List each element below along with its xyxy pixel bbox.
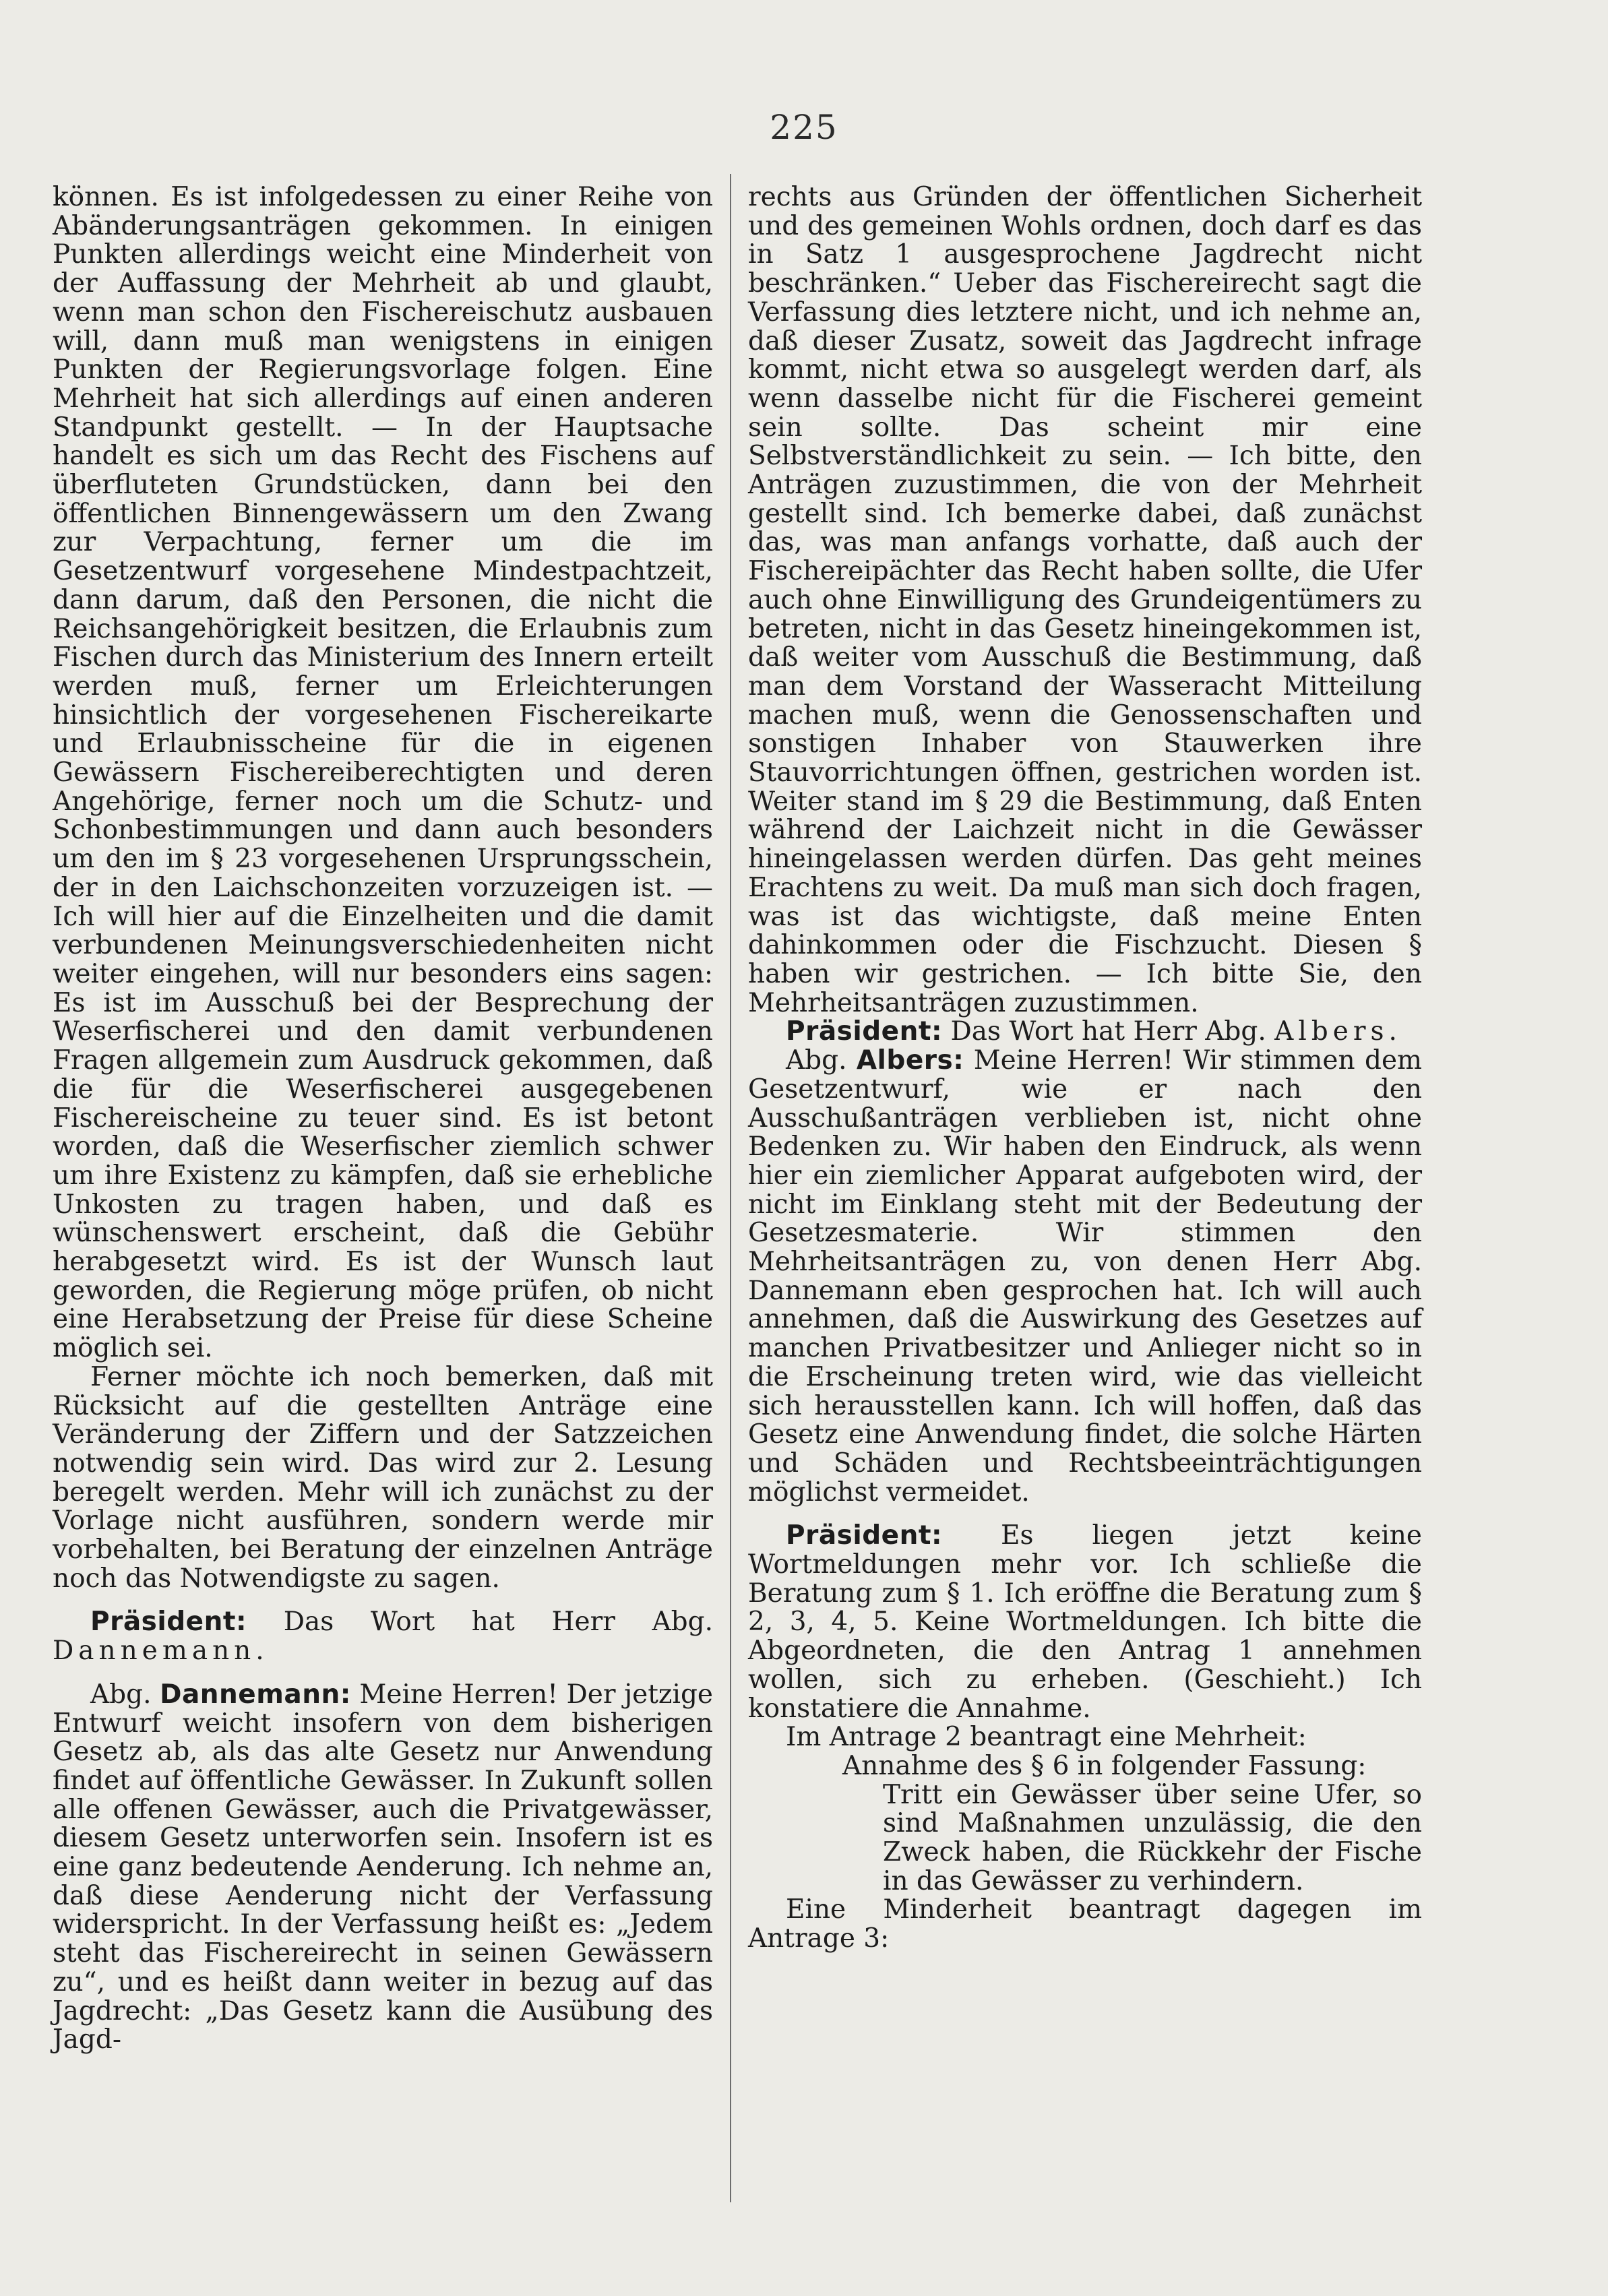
speaker-label: Dannemann: (160, 1679, 351, 1710)
paragraph: Ferner möchte ich noch bemerken, daß mit Rücksicht auf die gestellten Anträge eine Veränderung der Ziffern und der Satzzeichen notwendig sein wird. Das wird zur 2. Lesung beregelt werden. Mehr will ich zunächst zu der Vorlage nicht ausführen, sondern werde mir vorbehalten, bei Beratung der einzelnen Anträge noch das Notwendigste zu sagen. (53, 1361, 713, 1594)
speaker-text: Es liegen jetzt keine Wortmeldungen mehr vor. Ich schließe die Beratung zum § 1. Ich eröffne die Beratung zum § 2, 3, 4, 5. Keine Wortmeldungen. Ich bitte die Abgeordneten, die den Antrag 1 annehmen wollen, sich zu erheben. (Geschieht.) Ich konstatiere die Annahme. (748, 1520, 1422, 1724)
speech-prefix: Abg. (90, 1679, 160, 1710)
motion-text: Tritt ein Gewässer über seine Ufer, so sind Maßnahmen unzulässig, die den Zweck haben, die Rückkehr der Fische in das Gewässer zu verhindern. (883, 1779, 1422, 1896)
motion-heading: Annahme des § 6 in folgender Fassung: (842, 1750, 1367, 1781)
speaker-label: Präsident: (786, 1520, 943, 1551)
speaker-name: Albers. (1274, 1016, 1402, 1047)
speaker-paragraph (748, 1522, 1422, 1723)
speech-paragraph (748, 1047, 1422, 1507)
paragraph: können. Es ist infolgedessen zu einer Reihe von Abänderungsanträgen gekommen. In einigen Punkten allerdings weicht eine Minderheit von der Auffassung der Mehrheit ab und glaubt, wenn man schon den Fischereischutz ausbauen will, dann muß man wenigstens in einigen Punkten der Regierungsvorlage folgen. Eine Mehrheit hat sich allerdings auf einen anderen Standpunkt gestellt. — In der Hauptsache handelt es sich um das Recht des Fischens auf überfluteten Grundstücken, dann bei den öffentlichen Binnengewässern um den Zwang zur Verpachtung, ferner um die im Gesetzentwurf vorgesehene Mindestpachtzeit, dann darum, daß den Personen, die nicht die Reichsangehörigkeit besitzen, die Erlaubnis zum Fischen durch das Ministerium des Innern erteilt werden muß, ferner um Erleichterungen hinsichtlich der vorgesehenen Fischereikarte und Erlaubnisscheine für die in eigenen Gewässern Fischereiberechtigten und deren Angehörige, ferner noch um die Schutz- und Schonbestimmungen und dann auch besonders um den im § 23 vorgesehenen Ursprungsschein, der in den Laichschonzeiten vorzuzeigen ist. — Ich will hier auf die Einzelheiten und die damit verbundenen Meinungsverschiedenheiten nicht weiter eingehen, will nur besonders eins sagen: Es ist im Ausschuß bei der Besprechung der Weserfischerei und den damit verbundenen Fragen allgemein zum Ausdruck gekommen, daß die für die Weserfischerei ausgegebenen Fischereischeine zu teuer sind. Es ist betont worden, daß die Weserfischer ziemlich schwer um ihre Existenz zu kämpfen, daß sie erhebliche Unkosten zu tragen haben, und daß es wünschenswert erscheint, daß die Gebühr herabgesetzt wird. Es ist der Wunsch laut geworden, die Regierung möge prüfen, ob nicht eine Herabsetzung der Preise für diese Scheine möglich sei. (53, 182, 713, 1364)
speaker-name: Dannemann. (53, 1636, 269, 1667)
speech-text: Meine Herren! Der jetzige Entwurf weicht insofern von dem bisherigen Gesetz ab, als das alte Gesetz nur Anwendung findet auf öffentliche Gewässer. In Zukunft sollen alle offenen Gewässer, auch die Privatgewässer, diesem Gesetz unterworfen sein. Insofern ist es eine ganz bedeutende Aenderung. Ich nehme an, daß diese Aenderung nicht der Verfassung widerspricht. In der Verfassung heißt es: „Jedem steht das Fischereirecht in seinen Gewässern zu“, und es heißt dann weiter in bezug auf das Jagdrecht: „Das Gesetz kann die Ausübung des Jagd- (53, 1679, 714, 2055)
speaker-paragraph (748, 1018, 1422, 1047)
right-column (748, 183, 1422, 1954)
column-divider (730, 174, 731, 2202)
paragraph: rechts aus Gründen der öffentlichen Sicherheit und des gemeinen Wohls ordnen, doch darf es das in Satz 1 ausgesprochene Jagdrecht nicht beschränken.“ Ueber das Fischereirecht sagt die Verfassung dies letztere nicht, und ich nehme an, daß dieser Zusatz, soweit das Jagdrecht infrage kommt, nicht etwa so ausgelegt werden darf, als wenn dasselbe nicht für die Fischerei gemeint sein sollte. Das scheint mir eine Selbstverständlichkeit zu sein. — Ich bitte, den Anträgen zuzustimmen, die von der Mehrheit gestellt sind. Ich bemerke dabei, daß zunächst das, was man anfangs vorhatte, daß auch der Fischereipächter das Recht haben sollte, die Ufer auch ohne Einwilligung des Grundeigentümers zu betreten, nicht in das Gesetz hineingekommen ist, daß weiter vom Ausschuß die Bestimmung, daß man dem Vorstand der Wasseracht Mitteilung machen muß, wenn die Genossenschaften und sonstigen Inhaber von Stauwerken ihre Stauvorrichtungen öffnen, gestrichen worden ist. Weiter stand im § 29 die Bestimmung, daß Enten während der Laichzeit nicht in die Gewässer hineingelassen werden dürfen. Das geht meines Erachtens zu weit. Da muß man sich doch fragen, was ist das wichtigste, daß meine Enten dahinkommen oder die Fischzucht. Diesen § haben wir gestrichen. — Ich bitte Sie, den Mehrheitsanträgen zuzustimmen. (748, 182, 1422, 1018)
speaker-text: Das Wort hat Herr Abg. (247, 1607, 713, 1638)
speaker-paragraph (53, 1608, 713, 1665)
paragraph: Im Antrage 2 beantragt eine Mehrheit: (786, 1722, 1307, 1753)
speaker-label: Albers: (856, 1045, 964, 1076)
page-number: 225 (770, 108, 838, 147)
speaker-label: Präsident: (90, 1607, 247, 1638)
speech-prefix: Abg. (786, 1045, 857, 1076)
paragraph: Eine Minderheit beantragt dagegen im Antrage 3: (748, 1894, 1422, 1954)
speech-paragraph (53, 1681, 713, 2055)
speaker-label: Präsident: (786, 1016, 943, 1047)
speech-text: Meine Herren! Wir stimmen dem Gesetzentwurf, wie er nach den Ausschußanträgen verblieben ist, nicht ohne Bedenken zu. Wir haben den Eindruck, als wenn hier ein ziemlicher Apparat aufgeboten wird, der nicht im Einklang steht mit der Bedeutung der Gesetzesmaterie. Wir stimmen den Mehrheitsanträgen zu, von denen Herr Abg. Dannemann eben gesprochen hat. Ich will auch annehmen, daß die Auswirkung des Gesetzes auf manchen Privatbesitzer und Anlieger nicht so in die Erscheinung treten wird, wie das vielleicht sich herausstellen kann. Ich will hoffen, daß das Gesetz eine Anwendung findet, die solche Härten und Schäden und Rechtsbeeinträchtigungen möglichst vermeidet. (748, 1045, 1423, 1508)
speaker-text: Das Wort hat Herr Abg. (942, 1016, 1275, 1047)
left-column (53, 183, 713, 2055)
